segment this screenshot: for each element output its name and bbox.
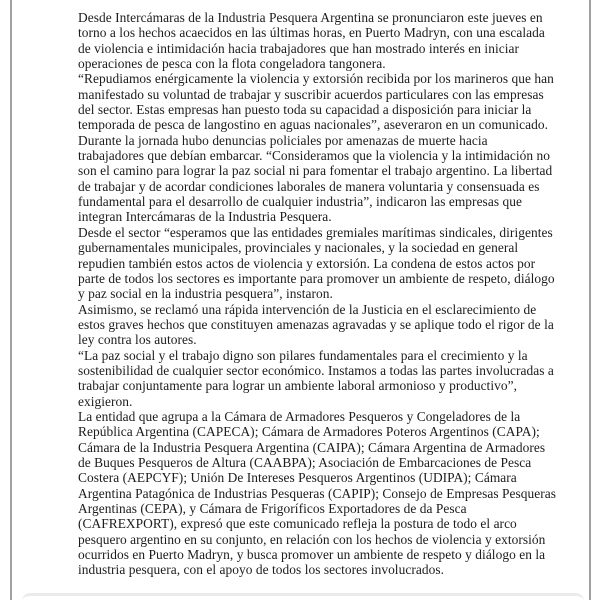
article-text-line: Asimismo, se reclamó una rápida intervención de la Justicia en el esclarecimiento de (78, 301, 537, 317)
article-text-line: La entidad que agrupa a la Cámara de Armadores Pesqueros y Congeladores de la (78, 408, 521, 424)
article-text-line: trabajadores que debían embarcar. “Consideramos que la violencia y la intimidación no (78, 148, 551, 164)
next-card-top-edge (22, 593, 584, 600)
article-text-line: Cámara de la Industria Pesquera Argentina (CAIPA); Cámara Argentina de Armadores (78, 439, 546, 455)
article-page[interactable] (10, 0, 591, 600)
article-text-line: torno a los hechos acaecidos en las últimas horas, en Puerto Madryn, con una escalada (78, 25, 545, 41)
article-text-line: son el camino para lograr la paz social ni para fomentar el trabajo argentino. La libertad (78, 163, 553, 179)
article-text-line: estos graves hechos que constituyen amenazas agravadas y se aplique todo el rigor de la (78, 316, 554, 332)
article-text-line: temporada de pesca de langostino en aguas nacionales”, aseveraron en un comunicado. (78, 117, 549, 133)
article-body (78, 10, 600, 578)
article-text-line: “La paz social y el trabajo digno son pilares fundamentales para el crecimiento y la (78, 347, 528, 363)
article-text-line: repudien también estos actos de violencia y extorsión. La condena de estos actos por (78, 255, 536, 271)
article-text-line: de trabajar y de acordar condiciones laborales de manera voluntaria y consensuada es (78, 178, 540, 194)
article-text-line: Durante la jornada hubo denuncias policiales por amenazas de muerte hacia (78, 132, 488, 148)
article-text-line: gubernamentales municipales, provinciales y nacionales, y la sociedad en general (78, 240, 519, 256)
article-text-line: trabajar conjuntamente para lograr un ambiente laboral armonioso y productivo”, (78, 378, 517, 394)
article-text-line: Desde el sector “esperamos que las entidades gremiales marítimas sindicales, dirigentes (78, 224, 553, 240)
article-text-line: Argentina Patagónica de Industrias Pesqueras (CAPIP); Consejo de Empresas Pesqueras (78, 485, 557, 501)
article-text-line: Argentinas (CEPA), y Cámara de Frigoríficos Exportadores de da Pesca (78, 501, 467, 516)
article-text-line: manifestado su voluntad de trabajar y suscribir acuerdos particulares con las empresas (78, 86, 544, 102)
article-text-line: pesquero argentino en su conjunto, en relación con los hechos de violencia y extorsión (78, 531, 546, 547)
article-text-line: de violencia e intimidación hacia trabajadores que han mostrado interés en iniciar (78, 40, 519, 56)
article-text-line: fundamental para el desarrollo de cualquier industria”, indicaron las empresas que (78, 194, 522, 210)
article-text-line: exigieron. (78, 393, 133, 409)
article-text-line: ley contra los autores. (78, 332, 197, 348)
article-text-line: parte de todos los sectores es importante para promover un ambiente de respeto, diálogo (78, 270, 555, 286)
article-text-line: “Repudiamos enérgicamente la violencia y extorsión recibida por los marineros que han (78, 71, 554, 87)
article-text-line: Costera (AEPCYF); Unión De Intereses Pesqueros Argentinos (UDIPA); Cámara (78, 470, 517, 486)
article-text-line: de Buques Pesqueros de Altura (CAABPA); Asociación de Embarcaciones de Pesca (78, 454, 532, 470)
article-text-line: sostenibilidad de cualquier sector económico. Instamos a todas las partes involucradas a (78, 362, 554, 378)
article-text-line: operaciones de pesca con la flota congeladora tangonera. (78, 56, 386, 72)
article-text-line: ocurridos en Puerto Madryn, y busca promover un ambiente de respeto y diálogo en la (78, 547, 546, 563)
article-text-line: (CAFREXPORT), expresó que este comunicado refleja la postura de todo el arco (78, 516, 517, 532)
article-text-line: integran Intercámaras de la Industria Pesquera. (78, 209, 332, 225)
article-text-line: República Argentina (CAPECA); Cámara de Armadores Poteros Argentinos (CAPA); (78, 424, 540, 440)
article-text-line: del sector. Estas empresas han puesto toda su capacidad a disposición para iniciar la (78, 102, 532, 118)
article-text-line: Desde Intercámaras de la Industria Pesquera Argentina se pronunciaron este jueves en (78, 10, 543, 25)
article-text-line: industria pesquera, con el apoyo de todos los sectores involucrados. (78, 562, 444, 578)
article-text-line: y paz social en la industria pesquera”, instaron. (78, 286, 333, 302)
